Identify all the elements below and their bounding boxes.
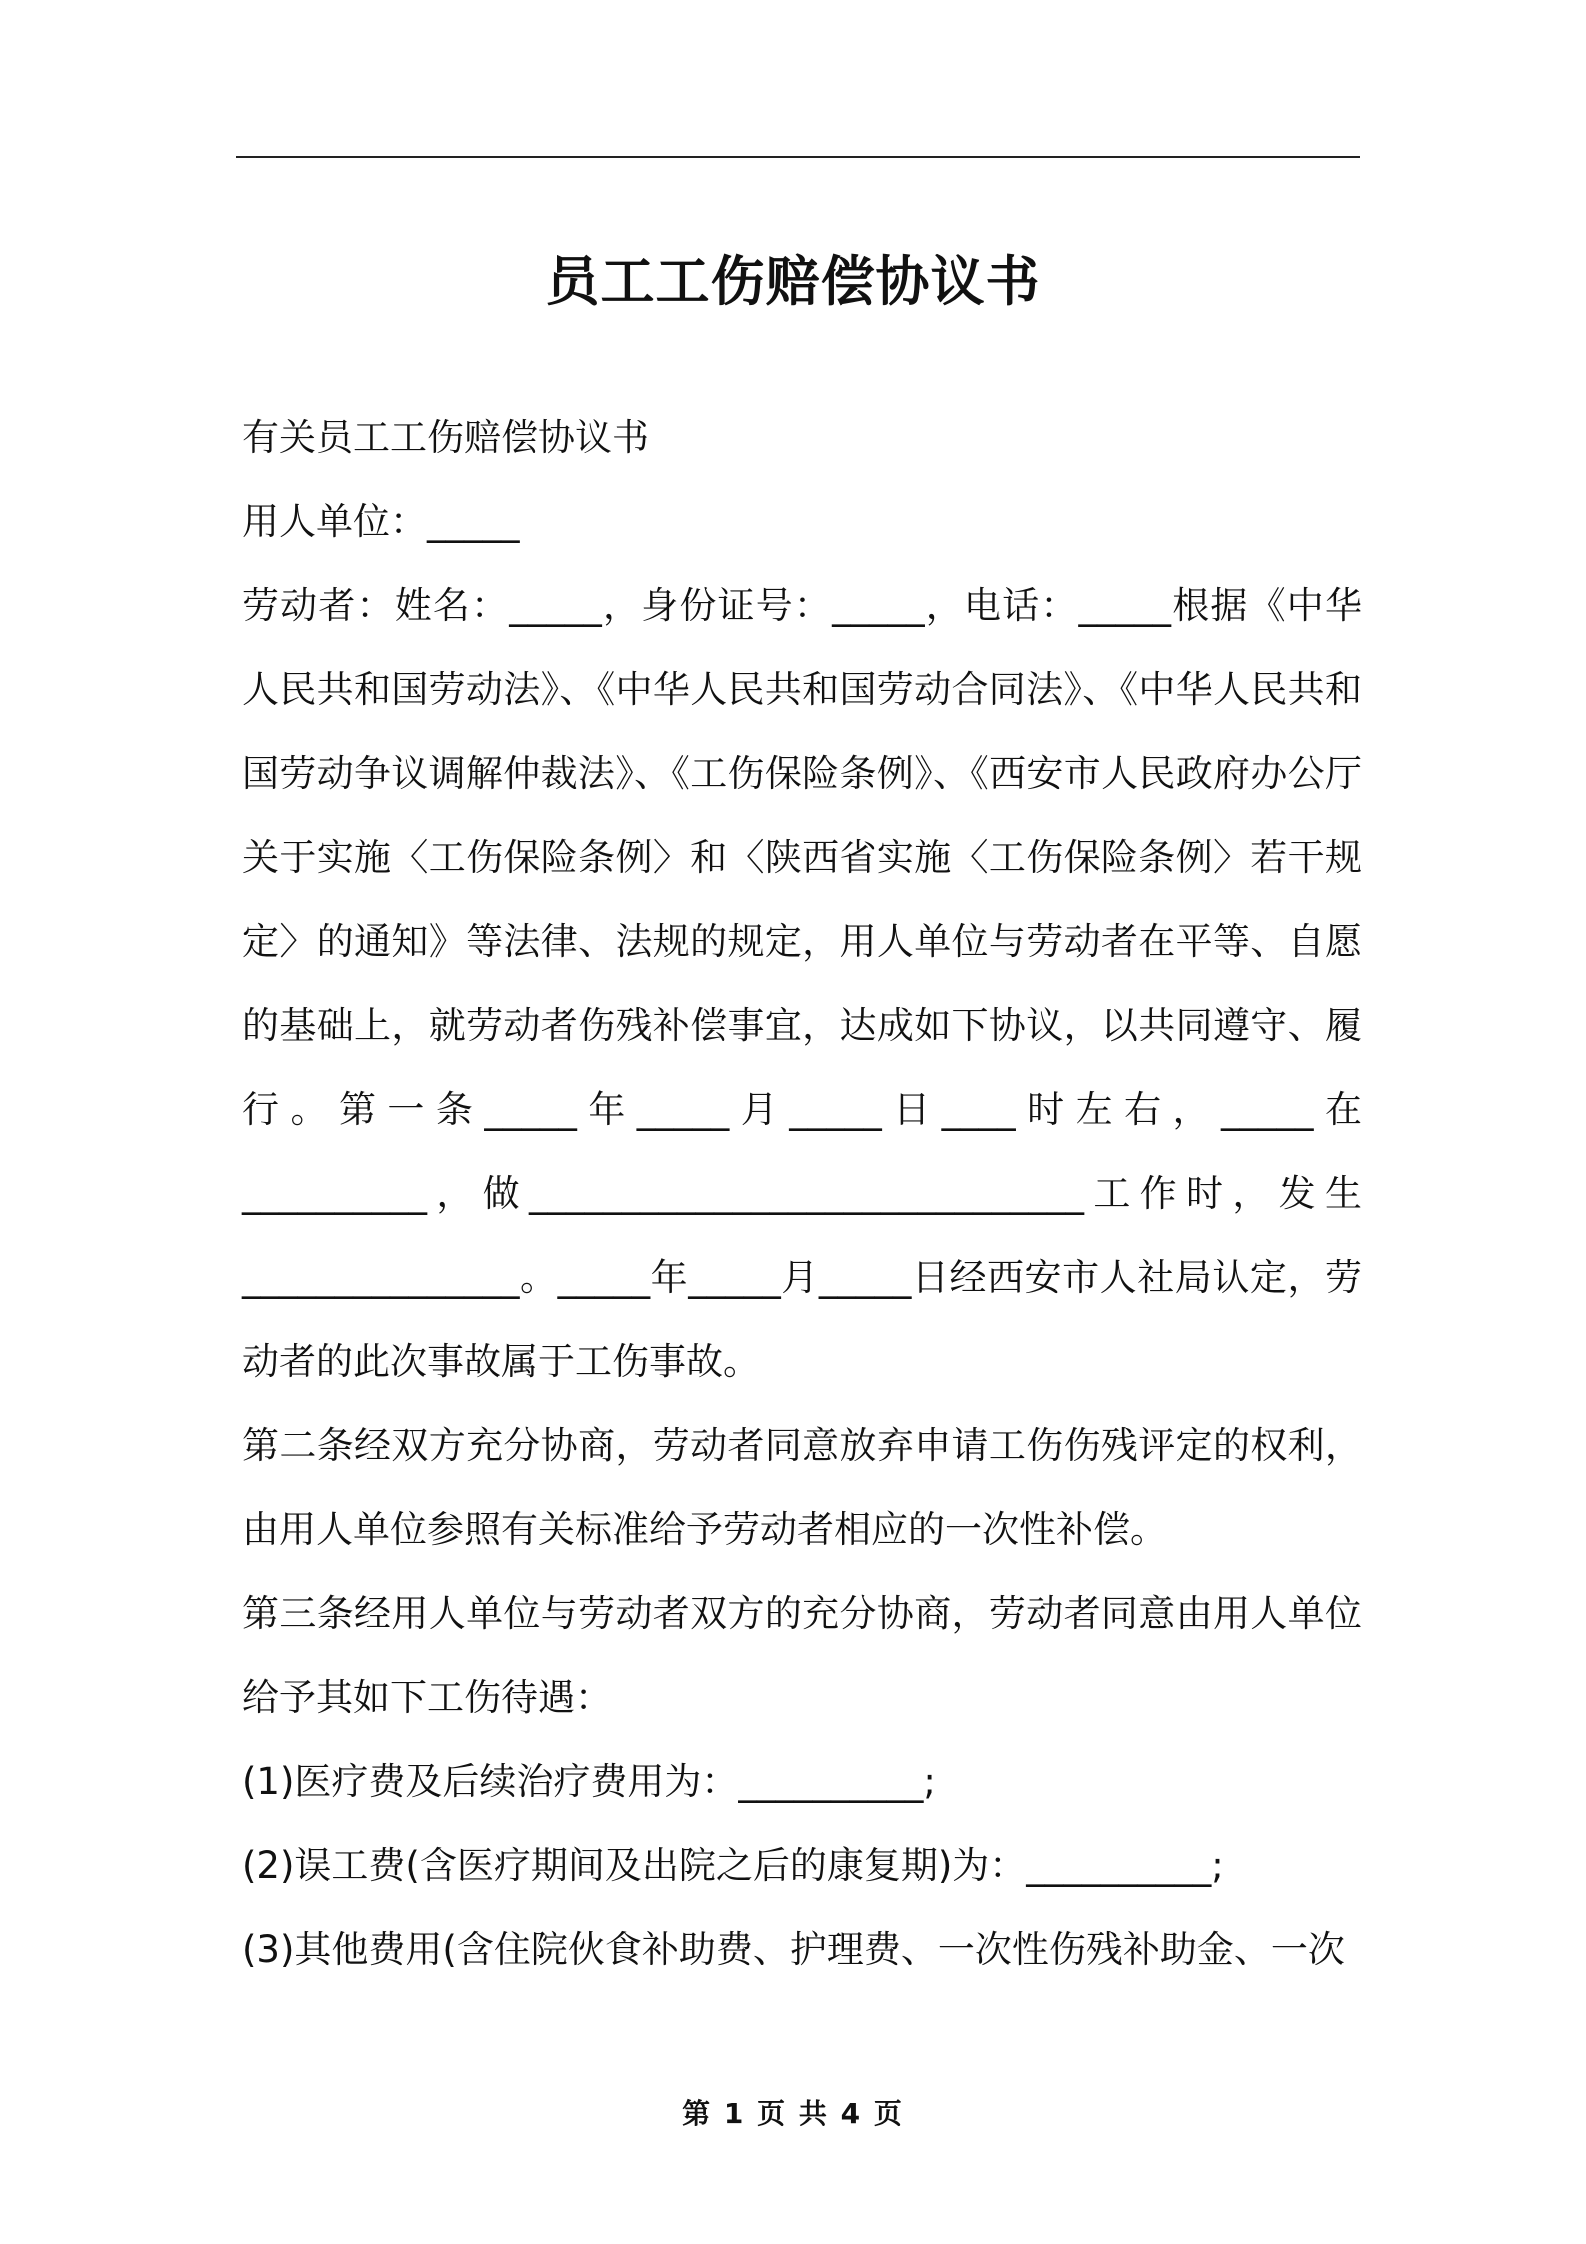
item-3-other-fees: (3)其他费用(含住院伙食补助费、护理费、一次性伤残补助金、一次 (242, 1928, 1345, 1971)
subtitle-paragraph: 有关员工工伤赔偿协议书 (242, 416, 649, 459)
worker-and-article-1-paragraph: 劳动者：姓名：_____，身份证号：_____，电话：_____根据《中华人民共和国劳动法》、《中华人民共和国劳动合同法》、《中华人民共和国劳动争议调解仲裁法》、《工伤保险条例》、《西安市人民政府办公厅关于实施〈工伤保险条例〉和〈陕西省实施〈工伤保险条例〉若干规定〉的通知》等法律、法规的规定，用人单位与劳动者在平等、自愿的基础上，就劳动者伤残补偿事宜，达成如下协议，以共同遵守、履行。第一条_____年_____月_____日____时左右，_____在__________，做______________________________工作时，发生_______________。_____年_____月_____日经西安市人社局认定，劳动者的此次事故属于工伤事故。 (242, 584, 1362, 1383)
article-3-paragraph: 第三条经用人单位与劳动者双方的充分协商，劳动者同意由用人单位给予其如下工伤待遇： (242, 1592, 1362, 1719)
document-body (242, 396, 1362, 1992)
item-1-medical-fees: (1)医疗费及后续治疗费用为：__________; (242, 1760, 936, 1803)
article-2-paragraph: 第二条经双方充分协商，劳动者同意放弃申请工伤伤残评定的权利，由用人单位参照有关标准给予劳动者相应的一次性补偿。 (242, 1424, 1362, 1551)
header-rule (236, 156, 1360, 158)
item-2-lost-wages: (2)误工费(含医疗期间及出院之后的康复期)为：__________; (242, 1844, 1224, 1887)
document-title: 员工工伤赔偿协议书 (545, 250, 1041, 314)
page-number-footer: 第 1 页 共 4 页 (682, 2097, 904, 2130)
employer-line: 用人单位：_____ (242, 500, 520, 543)
